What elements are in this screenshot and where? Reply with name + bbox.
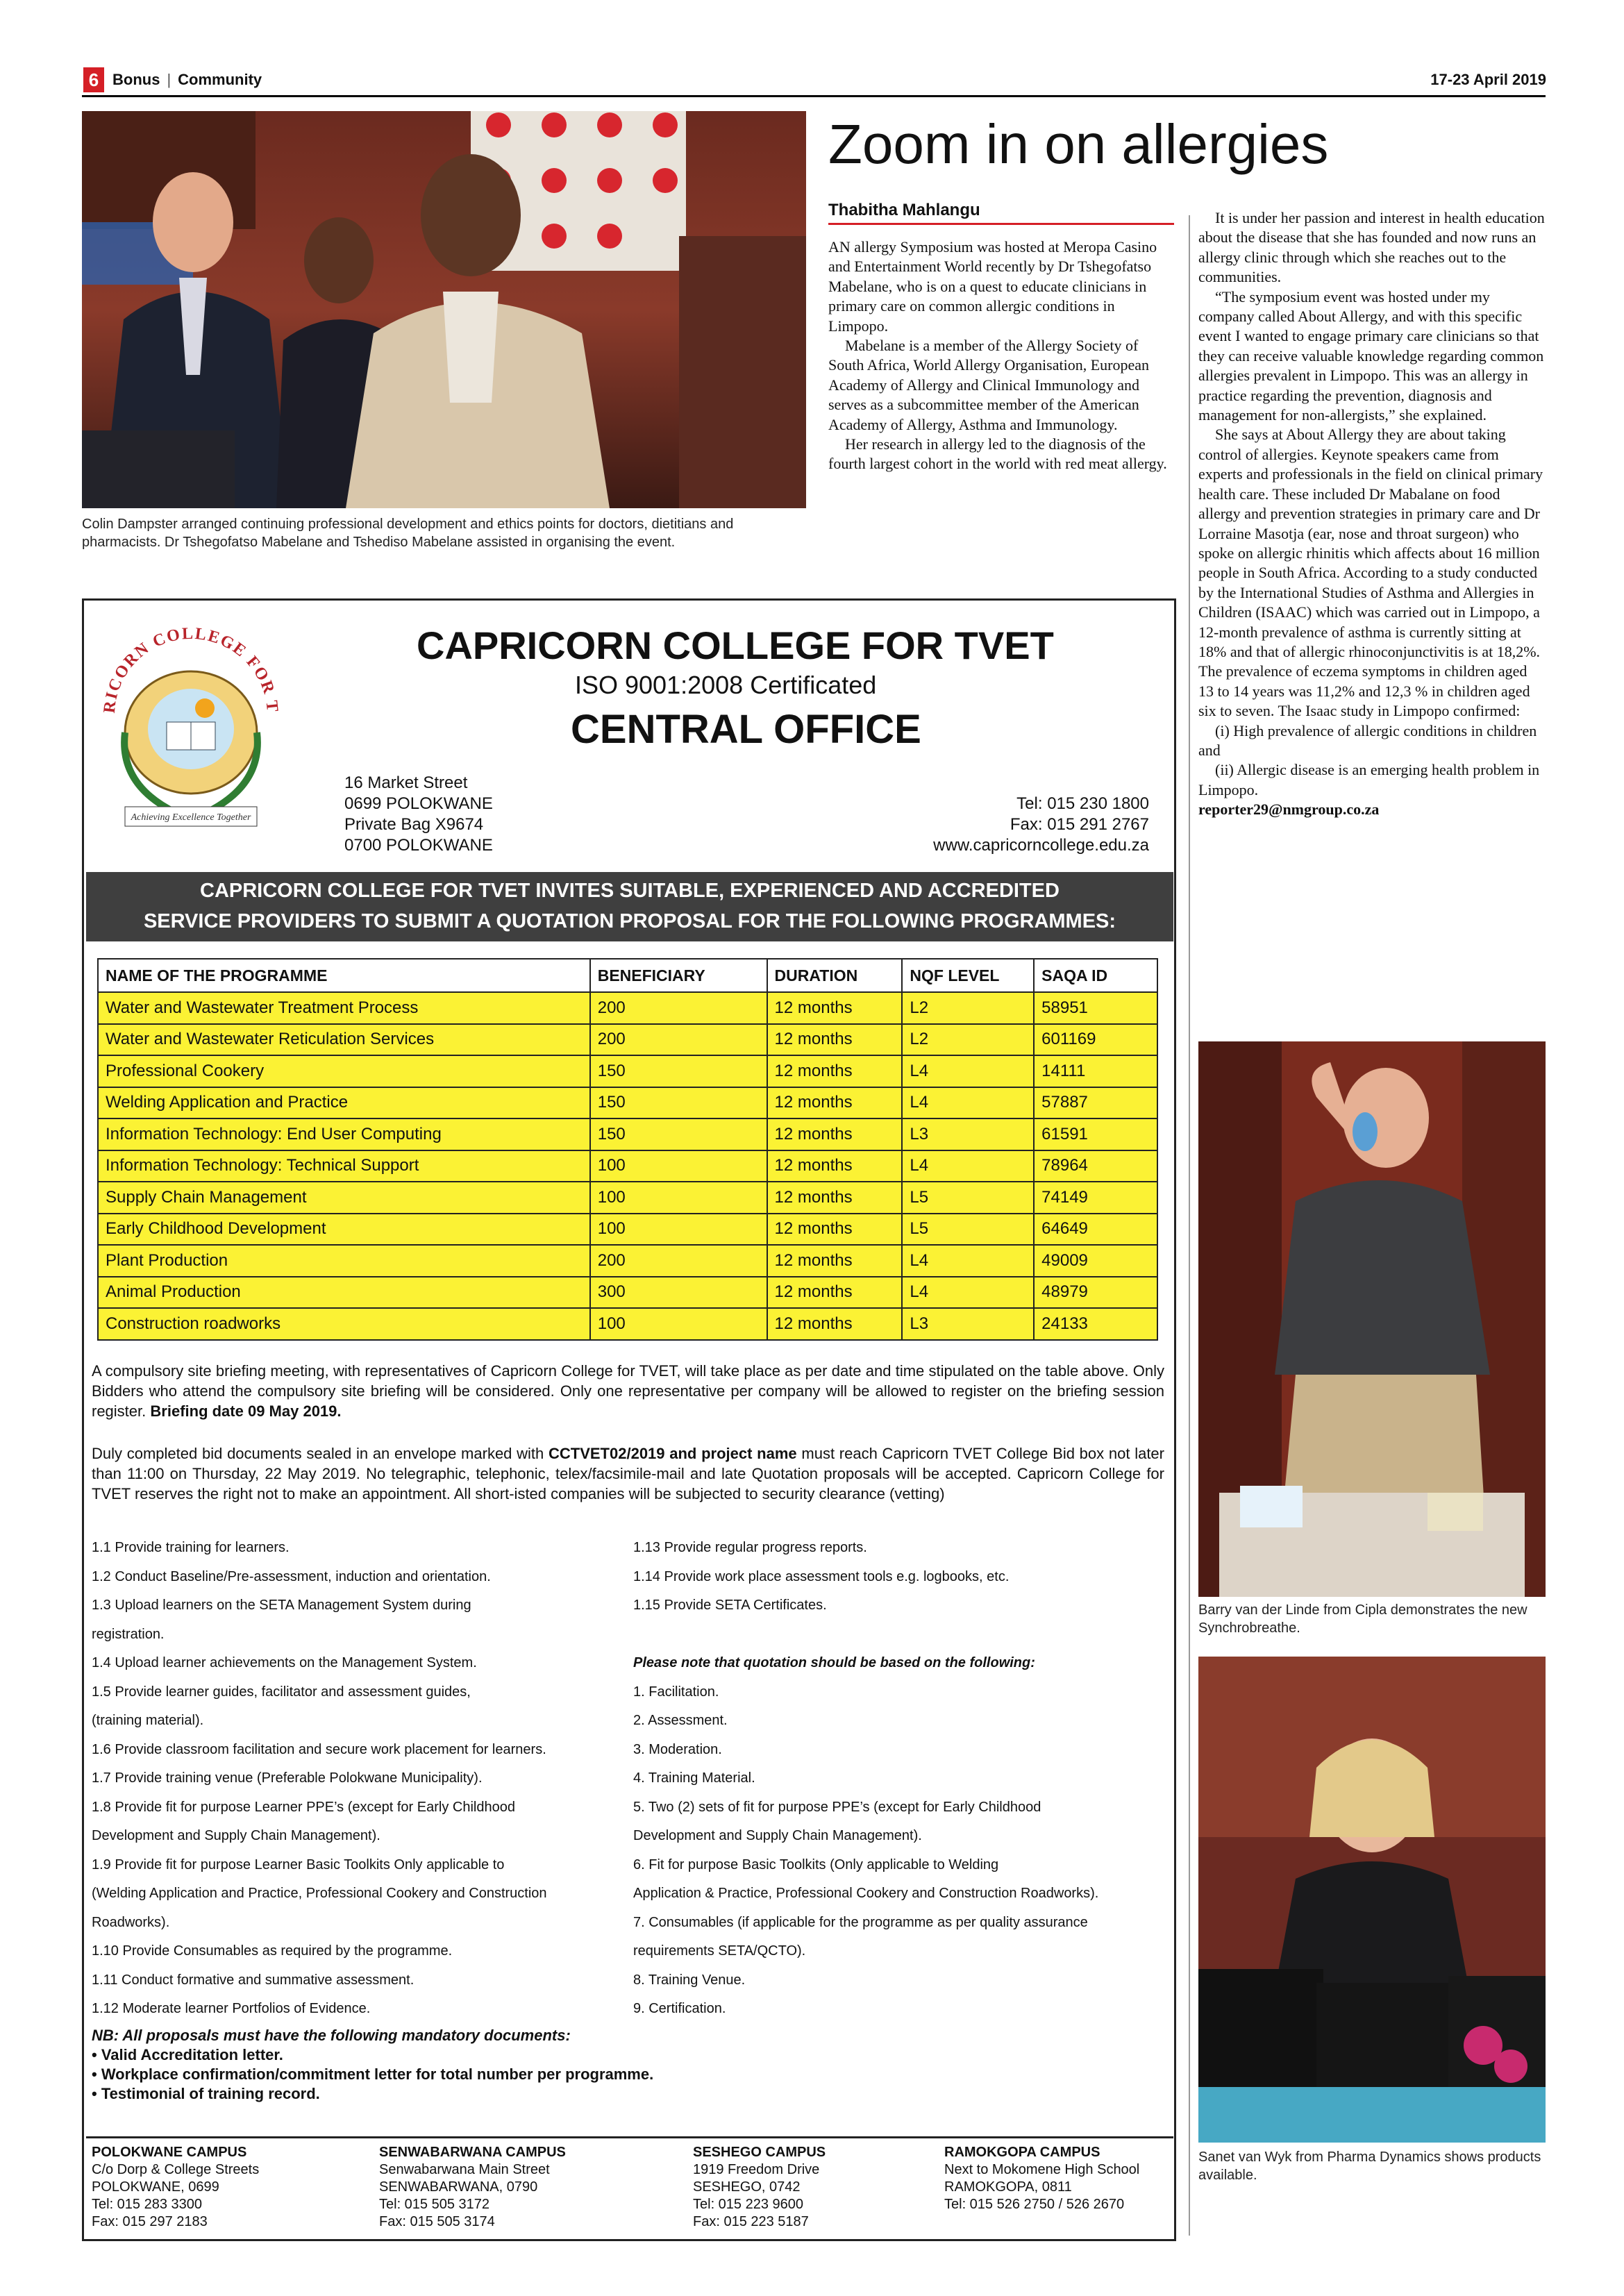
table-cell: Welding Application and Practice [98, 1087, 590, 1119]
col-header-nqf: NQF LEVEL [902, 959, 1034, 992]
table-cell: L5 [902, 1182, 1034, 1214]
nb-heading: NB: All proposals must have the following mandatory documents: [92, 2027, 571, 2044]
table-row [98, 1055, 1157, 1087]
article-paragraph: Mabelane is a member of the Allergy Society of South Africa, World Allergy Organisation, European Academy of Allergy and Clinical Immunology and serves as a subcommittee member of the American Academy of Allergy, Asthma and Immunology. [828, 337, 1149, 433]
table-cell: 49009 [1034, 1245, 1157, 1277]
table-row [98, 1087, 1157, 1119]
list-item: 3. Moderation. [633, 1741, 722, 1757]
table-row [98, 1214, 1157, 1246]
table-cell: 12 months [767, 992, 903, 1024]
table-cell: 12 months [767, 1024, 903, 1056]
table-cell: L4 [902, 1055, 1034, 1087]
table-row [98, 1308, 1157, 1340]
right-photo-cipla-caption: Barry van der Linde from Cipla demonstrates the new Synchrobreathe. [1198, 1602, 1527, 1636]
list-item: Development and Supply Chain Management). [92, 1828, 380, 1843]
requirements-list-left [92, 1534, 619, 2024]
list-item: 1.15 Provide SETA Certificates. [633, 1598, 827, 1613]
table-cell: 200 [590, 1024, 767, 1056]
briefing-date: Briefing date 09 May 2019. [150, 1402, 342, 1420]
table-cell: 12 months [767, 1182, 903, 1214]
column-divider [1189, 215, 1190, 2236]
issue-date: 17-23 April 2019 [1430, 71, 1546, 88]
table-cell: Information Technology: End User Computing [98, 1118, 590, 1150]
nb-item: • Valid Accreditation letter. [92, 2046, 283, 2063]
right-photo-pharma-caption: Sanet van Wyk from Pharma Dynamics shows products available. [1198, 2150, 1541, 2183]
table-row [98, 1182, 1157, 1214]
table-cell: Water and Wastewater Reticulation Services [98, 1024, 590, 1056]
reporter-email[interactable]: reporter29@nmgroup.co.za [1198, 801, 1380, 819]
section-label [112, 68, 262, 92]
list-item: 1.2 Conduct Baseline/Pre-assessment, induction and orientation. [92, 1568, 491, 1584]
subsection-name: Community [178, 71, 262, 88]
table-cell: 100 [590, 1214, 767, 1246]
campus-detail: RAMOKGOPA, 0811 [944, 2179, 1072, 2195]
col-header-programme: NAME OF THE PROGRAMME [98, 959, 590, 992]
article-paragraph: She says at About Allergy they are about taking control of allergies. Keynote speakers came from experts and professionals in the field on clinical primary health care. These included Dr Mabalane on food allergy and prevention strategies in primary care and Dr Lorraine Masotja (ear, nose and throat surgeon) who spoke on allergic rhinitis which affects about 16 million people in South Africa. According to a study conducted by the International Studies of Asthma and Allergies in Children (ISAAC) which was carried out in Limpopo, a 12-month prevalence of asthma is currently sitting at 18% and that of allergic rhinoconjunctivitis is at 18,2%. The prevalence of eczema symptoms in children aged 13 to 14 years was 11,2% and 12,3 % in children aged six to seven. The Isaac study in Limpopo confirmed: [1198, 426, 1543, 720]
logo-arc-text: RICORN COLLEGE FOR T [100, 624, 282, 714]
list-item: 4. Training Material. [633, 1770, 755, 1786]
tender-reference: CCTVET02/2019 and project name [549, 1445, 797, 1462]
top-photo [82, 111, 806, 508]
campus-detail: Fax: 015 297 2183 [92, 2214, 208, 2229]
list-item: Development and Supply Chain Management). [633, 1828, 922, 1843]
table-cell: 12 months [767, 1308, 903, 1340]
article-byline: Thabitha Mahlangu [828, 201, 980, 219]
table-cell: L3 [902, 1308, 1034, 1340]
campus-detail: POLOKWANE, 0699 [92, 2179, 219, 2195]
byline-rule [828, 223, 1174, 225]
table-row [98, 992, 1157, 1024]
article-column-2 [1198, 208, 1546, 820]
submission-text: must reach Capricorn TVET College Bid box not later than 11:00 on Thursday, 22 May 2019. No telegraphic, telephonic, telex/facsimile-mail and late Quotation proposals will be accepted. Capricorn College for TVET reserves the right not to make an appointment. All short-isted companies will be subjected to security clearance (vetting) [92, 1445, 1164, 1502]
table-cell: 12 months [767, 1150, 903, 1182]
campus-detail: SENWABARWANA, 0790 [379, 2179, 538, 2195]
list-item: 8. Training Venue. [633, 1972, 746, 1988]
campus-block [693, 2144, 826, 2231]
right-photo-cipla [1198, 1041, 1546, 1597]
briefing-text: A compulsory site briefing meeting, with representatives of Capricorn College for TVET, will take place as per date and time stipulated on the table above. Only Bidders who attend the compulsory site briefing will be considered. Only one representative per company will be allowed to register on the briefing session register. [92, 1362, 1164, 1420]
header-rule [82, 95, 1546, 97]
table-cell: 150 [590, 1087, 767, 1119]
list-item: 1.12 Moderate learner Portfolios of Evidence. [92, 2001, 371, 2016]
campus-detail: Tel: 015 283 3300 [92, 2197, 203, 2212]
campus-detail: C/o Dorp & College Streets [92, 2162, 260, 2177]
list-item: 1.10 Provide Consumables as required by the programme. [92, 1943, 453, 1959]
campus-block [379, 2144, 566, 2231]
list-item: 1.1 Provide training for learners. [92, 1540, 290, 1555]
campus-name: SESHEGO CAMPUS [693, 2145, 826, 2160]
address-line: 0700 POLOKWANE [344, 836, 493, 855]
campus-detail: Tel: 015 223 9600 [693, 2197, 804, 2212]
article-column-1 [828, 237, 1174, 474]
list-item: 2. Assessment. [633, 1713, 728, 1728]
list-item: 1.3 Upload learners on the SETA Management System during [92, 1598, 471, 1613]
invite-line-1: CAPRICORN COLLEGE FOR TVET INVITES SUITABLE, EXPERIENCED AND ACCREDITED [200, 880, 1060, 902]
campus-detail: Tel: 015 526 2750 / 526 2670 [944, 2197, 1125, 2212]
list-item: 6. Fit for purpose Basic Toolkits (Only applicable to Welding [633, 1857, 999, 1872]
table-cell: Professional Cookery [98, 1055, 590, 1087]
table-cell: 14111 [1034, 1055, 1157, 1087]
submission-text: Duly completed bid documents sealed in an envelope marked with [92, 1445, 544, 1462]
campus-name: SENWABARWANA CAMPUS [379, 2145, 566, 2160]
list-item: requirements SETA/QCTO). [633, 1943, 806, 1959]
address-line: Private Bag X9674 [344, 815, 484, 834]
table-cell: L3 [902, 1118, 1034, 1150]
table-cell: 12 months [767, 1118, 903, 1150]
list-item: 1.4 Upload learner achievements on the Management System. [92, 1655, 477, 1670]
table-cell: L4 [902, 1150, 1034, 1182]
article-paragraph: AN allergy Symposium was hosted at Meropa Casino and Entertainment World recently by Dr Tshegofatso Mabelane, who is on a quest to educate clinicians in primary care on common allergic conditions in Limpopo. [828, 238, 1157, 335]
table-cell: 74149 [1034, 1182, 1157, 1214]
ad-address [344, 773, 493, 856]
campus-detail: Fax: 015 223 5187 [693, 2214, 809, 2229]
submission-paragraph [92, 1443, 1164, 1504]
article-paragraph: Her research in allergy led to the diagnosis of the fourth largest cohort in the world with red meat allergy. [828, 435, 1167, 473]
page-number: 6 [83, 67, 104, 92]
list-item: 1.13 Provide regular progress reports. [633, 1540, 867, 1555]
table-cell: 12 months [767, 1277, 903, 1309]
nb-item: • Workplace confirmation/commitment letter for total number per programme. [92, 2065, 654, 2083]
list-item: 5. Two (2) sets of fit for purpose PPE’s (except for Early Childhood [633, 1799, 1041, 1815]
table-cell: 48979 [1034, 1277, 1157, 1309]
table-cell: 57887 [1034, 1087, 1157, 1119]
mandatory-documents [92, 2026, 1161, 2104]
list-item: registration. [92, 1626, 165, 1642]
address-line: 16 Market Street [344, 773, 468, 792]
ad-fax: Fax: 015 291 2767 [1010, 815, 1149, 834]
list-item: 1.8 Provide fit for purpose Learner PPE’s (except for Early Childhood [92, 1799, 515, 1815]
table-header-row [98, 959, 1157, 992]
article-paragraph: (ii) Allergic disease is an emerging health problem in Limpopo. [1198, 761, 1540, 798]
college-logo [97, 611, 285, 840]
table-row [98, 1118, 1157, 1150]
ad-college-title: CAPRICORN COLLEGE FOR TVET [417, 623, 1054, 667]
table-cell: L4 [902, 1245, 1034, 1277]
campus-block [944, 2144, 1139, 2213]
table-cell: 24133 [1034, 1308, 1157, 1340]
ad-website[interactable]: www.capricorncollege.edu.za [933, 836, 1149, 855]
table-cell: 64649 [1034, 1214, 1157, 1246]
table-row [98, 1277, 1157, 1309]
table-cell: 12 months [767, 1245, 903, 1277]
campus-detail: Tel: 015 505 3172 [379, 2197, 490, 2212]
col-header-duration: DURATION [767, 959, 903, 992]
col-header-saqa: SAQA ID [1034, 959, 1157, 992]
table-cell: Animal Production [98, 1277, 590, 1309]
requirements-list-right [633, 1534, 1168, 2024]
top-photo-caption: Colin Dampster arranged continuing professional development and ethics points for doctors, dietitians and pharmacists. Dr Tshegofatso Mabelane and Tshediso Mabelane assisted in organising the event. [82, 517, 734, 550]
section-divider: | [167, 71, 171, 88]
table-cell: 12 months [767, 1055, 903, 1087]
table-cell: Water and Wastewater Treatment Process [98, 992, 590, 1024]
table-row [98, 1150, 1157, 1182]
table-cell: 601169 [1034, 1024, 1157, 1056]
table-cell: Plant Production [98, 1245, 590, 1277]
list-item: (training material). [92, 1713, 204, 1728]
table-cell: 12 months [767, 1087, 903, 1119]
list-item: 1. Facilitation. [633, 1684, 719, 1700]
article-paragraph: “The symposium event was hosted under my company called About Allergy, and with this specific event I wanted to engage primary care clinicians so that they can receive valuable knowledge regarding common allergies prevalent in Limpopo. This was an allergy in practice regarding the prevention, diagnosis and management for non-allergists,” she explained. [1198, 287, 1544, 424]
list-item: 1.6 Provide classroom facilitation and secure work placement for learners. [92, 1741, 546, 1757]
list-item: Application & Practice, Professional Cookery and Construction Roadworks). [633, 1886, 1099, 1901]
ad-iso: ISO 9001:2008 Certificated [575, 671, 877, 699]
table-cell: L2 [902, 1024, 1034, 1056]
campus-name: POLOKWANE CAMPUS [92, 2145, 247, 2160]
col-header-beneficiary: BENEFICIARY [590, 959, 767, 992]
table-cell: 300 [590, 1277, 767, 1309]
campus-block [92, 2144, 259, 2231]
ad-tel: Tel: 015 230 1800 [1016, 794, 1149, 813]
list-item: 1.14 Provide work place assessment tools e.g. logbooks, etc. [633, 1568, 1010, 1584]
table-cell: Construction roadworks [98, 1308, 590, 1340]
article-paragraph: (i) High prevalence of allergic conditions in children and [1198, 721, 1537, 759]
table-cell: Early Childhood Development [98, 1214, 590, 1246]
campus-detail: SESHEGO, 0742 [693, 2179, 801, 2195]
list-item: 7. Consumables (if applicable for the programme as per quality assurance [633, 1914, 1088, 1930]
table-cell: L5 [902, 1214, 1034, 1246]
table-cell: 61591 [1034, 1118, 1157, 1150]
table-row [98, 1245, 1157, 1277]
campus-detail: Fax: 015 505 3174 [379, 2214, 495, 2229]
table-cell: Supply Chain Management [98, 1182, 590, 1214]
briefing-paragraph [92, 1361, 1164, 1421]
quotation-basis-heading: Please note that quotation should be based on the following: [633, 1655, 1035, 1670]
nb-item: • Testimonial of training record. [92, 2085, 320, 2102]
table-cell: 78964 [1034, 1150, 1157, 1182]
table-cell: 200 [590, 1245, 767, 1277]
table-cell: 12 months [767, 1214, 903, 1246]
table-cell: 100 [590, 1182, 767, 1214]
table-cell: 200 [590, 992, 767, 1024]
list-item: 1.9 Provide fit for purpose Learner Basic Toolkits Only applicable to [92, 1857, 505, 1872]
table-cell: Information Technology: Technical Support [98, 1150, 590, 1182]
logo-motto: Achieving Excellence Together [131, 812, 251, 823]
ad-contacts [933, 794, 1149, 856]
list-item: 9. Certification. [633, 2001, 726, 2016]
table-cell: L4 [902, 1277, 1034, 1309]
address-line: 0699 POLOKWANE [344, 794, 493, 813]
table-cell: 58951 [1034, 992, 1157, 1024]
right-photo-pharma [1198, 1657, 1546, 2143]
ad-central-office: CENTRAL OFFICE [571, 707, 921, 752]
table-cell: L2 [902, 992, 1034, 1024]
list-item: 1.7 Provide training venue (Preferable Polokwane Municipality). [92, 1770, 483, 1786]
list-item: Roadworks). [92, 1914, 170, 1930]
programmes-table [97, 958, 1158, 1341]
campus-rule [86, 2136, 1173, 2138]
article-title: Zoom in on allergies [828, 113, 1329, 175]
campus-detail: Next to Mokomene High School [944, 2162, 1140, 2177]
table-cell: L4 [902, 1087, 1034, 1119]
section-name: Bonus [112, 71, 160, 88]
campus-name: RAMOKGOPA CAMPUS [944, 2145, 1100, 2160]
list-item: (Welding Application and Practice, Professional Cookery and Construction [92, 1886, 547, 1901]
table-cell: 150 [590, 1055, 767, 1087]
campus-detail: 1919 Freedom Drive [693, 2162, 820, 2177]
article-paragraph: It is under her passion and interest in health education about the disease that she has founded and now runs an allergy clinic through which she reaches out to the communities. [1198, 209, 1545, 286]
table-cell: 150 [590, 1118, 767, 1150]
table-row [98, 1024, 1157, 1056]
campus-detail: Senwabarwana Main Street [379, 2162, 550, 2177]
list-item: 1.11 Conduct formative and summative assessment. [92, 1972, 415, 1988]
table-cell: 100 [590, 1150, 767, 1182]
table-cell: 100 [590, 1308, 767, 1340]
list-item: 1.5 Provide learner guides, facilitator and assessment guides, [92, 1684, 471, 1700]
invite-line-2: SERVICE PROVIDERS TO SUBMIT A QUOTATION PROPOSAL FOR THE FOLLOWING PROGRAMMES: [143, 910, 1116, 932]
